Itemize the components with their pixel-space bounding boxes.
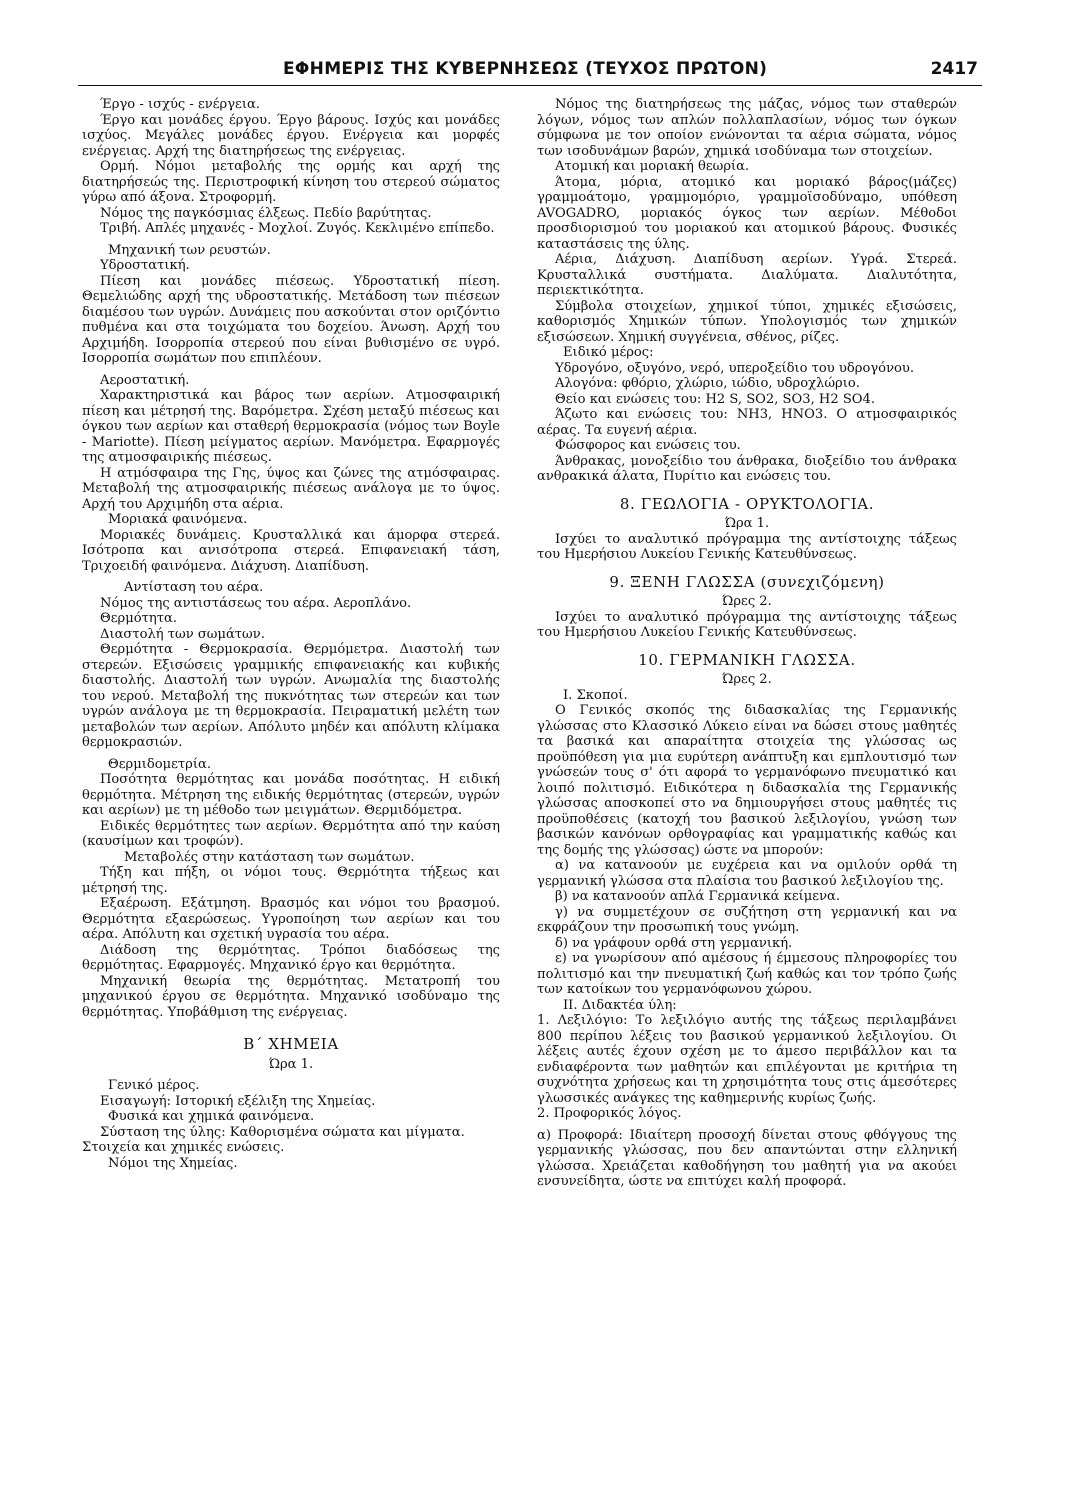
right-column (537, 97, 957, 1190)
subheading: Αντίσταση του αέρα. (124, 580, 264, 595)
paragraph: Μηχανική θεωρία της θερμότητας. Μετατροπή του μηχανικού έργου σε θερμότητα. Μηχανικό ισοδύναμο της θερμότητας. Υποβάθμιση της ενέργειας. (82, 973, 500, 1020)
paragraph: Τήξη και πήξη, οι νόμοι τους. Θερμότητα τήξεως και μέτρησή της. (82, 865, 500, 896)
page-header (78, 55, 982, 86)
paragraph: Θερμότητα - Θερμοκρασία. Θερμόμετρα. Διαστολή των στερεών. Εξισώσεις γραμμικής επιφανειακής και κυβικής διαστολής. Διαστολή των υγρών. Ανωμαλία της διαστολής του νερού. Μεταβολή της πυκνότητας των στερεών και των υγρών ανάλογα με τη θερμοκρασία. Πειραματική μελέτη των μεταβολών των αερίων. Απόλυτο μηδέν και απόλυτη κλίμακα θερμοκρασιών. (82, 642, 500, 750)
paragraph: Σύμβολα στοιχείων, χημικοί τύποι, χημικές εξισώσεις, καθορισμός Χημικών τύπων. Υπολογισμός των χημικών εξισώσεων. Χημική συγγένεια, σθένος, ρίζες. (537, 298, 957, 345)
paragraph: Φυσικά και χημικά φαινόμενα. (108, 1109, 315, 1124)
page-number: 2417 (930, 59, 978, 79)
paragraph: Τριβή. Απλές μηχανές - Μοχλοί. Ζυγός. Κεκλιμένο επίπεδο. (100, 221, 495, 236)
section-heading: 9. ΞΕΝΗ ΓΛΩΣΣΑ (συνεχιζόμενη) (609, 572, 885, 591)
paragraph: Χαρακτηριστικά και βάρος των αερίων. Ατμοσφαιρική πίεση και μέτρησή της. Βαρόμετρα. Σχέση μεταξύ πιέσεως και όγκου των αερίων και σταθερή θερμοκρασία (νόμος των Boyle - Mariotte). Πίεση μείγματος αερίων. Μανόμετρα. Εφαρμογές της ατμοσφαιρικής πιέσεως. (82, 388, 500, 465)
section-heading: Β΄ ΧΗΜΕΙΑ (243, 1035, 339, 1053)
paragraph: Νόμος της διατηρήσεως της μάζας, νόμος των σταθερών λόγων, νόμος των απλών πολλαπλασίων, νόμος των όγκων σύμφωνα με τον οποίον ενώνονται τα αέρια σώματα, νόμος των ισοδυνάμων βαρών, χημικά ισοδύναμα των στοιχείων. (537, 97, 957, 159)
paragraph: Φώσφορος και ενώσεις του. (555, 438, 741, 453)
left-column (82, 97, 500, 1171)
paragraph: Εισαγωγή: Ιστορική εξέλιξη της Χημείας. (100, 1093, 376, 1109)
paragraph: Νόμος της αντιστάσεως του αέρα. Αεροπλάνο. (100, 595, 412, 611)
paragraph: Έργο και μονάδες έργου. Έργο βάρους. Ισχύς και μονάδες ισχύος. Μεγάλες μονάδες έργου. Ενέργεια και μορφές ενέργειας. Αρχή της διατηρήσεως της ενέργειας. (82, 112, 500, 159)
paragraph: Άνθρακας, μονοξείδιο του άνθρακα, διοξείδιο του άνθρακα ανθρακικά άλατα, Πυρίτιο και ενώσεις του. (537, 453, 957, 484)
paragraph: Άτομα, μόρια, ατομικό και μοριακό βάρος(μάζες) γραμμοάτομο, γραμμομόριο, γραμμοϊσοδύναμο, υπόθεση AVOGADRO, μοριακός όγκος των αερίων. Μέθοδοι προσδιορισμού του μοριακού και ατομικού βάρους. Φυσικές καταστάσεις της ύλης. (537, 174, 957, 252)
section-heading: 8. ΓΕΩΛΟΓΙΑ - ΟΡΥΚΤΟΛΟΓΙΑ. (619, 494, 875, 513)
subheading: Ι. Σκοποί. (563, 687, 628, 703)
subheading: Θερμιδομετρία. (108, 756, 211, 772)
subheading: Υδροστατική. (100, 258, 190, 273)
subheading: Γενικό μέρος. (108, 1078, 200, 1093)
paragraph: Νόμοι της Χημείας. (108, 1155, 238, 1171)
paragraph: 1. Λεξιλόγιο: Το λεξιλόγιο αυτής της τάξεως περιλαμβάνει 800 περίπου λέξεις του βασικού γερμανικού λεξιλογίου. Οι λέξεις αυτές έχουν σχέση με το άμεσο περιβάλλον και τα ενδιαφέροντα των μαθητών και επιλέγονται με κριτήρια τη συχνότητα χρήσεως και τη χρησιμότητα τους στις άμεσότερες γλωσσικές ανάγκες της καθημερινής κυρίως ζωής. (537, 1013, 957, 1106)
paragraph: Ο Γενικός σκοπός της διδασκαλίας της Γερμανικής γλώσσας στο Κλασσικό Λύκειο είναι να δώσει στους μαθητές τα βασικά και απαραίτητα στοιχεία της γλώσσας ως προϋπόθεση για μια ευρύτερη ανάπτυξη και εμπλουτισμό των γνώσεών τους σ' ότι αφορά το γερμανόφωνο πνευματικό και λοιπό πολιτισμό. Ειδικότερα η διδασκαλία της Γερμανικής γλώσσας αποσκοπεί στο να δημιουργήσει στους μαθητές τις προϋποθέσεις (κατοχή του βασικού λεξιλογίου, γνώση των βασικών κανόνων ορθογραφίας και γραμματικής καθώς και της δομής της γλώσσας) ώστε να μπορούν: (537, 703, 957, 858)
paragraph: Ορμή. Νόμοι μεταβολής της ορμής και αρχή της διατηρήσεώς της. Περιστροφική κίνηση του στερεού σώματος γύρω από άξονα. Στροφορμή. (82, 159, 500, 205)
paragraph: Αλογόνα: φθόριο, χλώριο, ιώδιο, υδροχλώριο. (555, 376, 860, 391)
paragraph: Ισχύει το αναλυτικό πρόγραμμα της αντίστοιχης τάξεως του Ημερήσιου Λυκείου Γενικής Κατευθύνσεως. (537, 609, 957, 640)
paragraph: Στοιχεία και χημικές ενώσεις. (82, 1140, 285, 1155)
list-item: δ) να γράφουν ορθά στη γερμανική. (555, 935, 793, 951)
paragraph: Διάδοση της θερμότητας. Τρόποι διαδόσεως της θερμότητας. Εφαρμογές. Μηχανικό έργο και θερμότητα. (82, 942, 500, 973)
hours-label: Ώρα 1. (724, 516, 770, 531)
paragraph: Ισχύει το αναλυτικό πρόγραμμα της αντίστοιχης τάξεως του Ημερήσιου Λυκείου Γενικής Κατευθύνσεως. (537, 531, 957, 562)
subheading: Ατομική και μοριακή θεωρία. (555, 159, 750, 174)
paragraph: Μοριακές δυνάμεις. Κρυσταλλικά και άμορφα στερεά. Ισότροπα και ανισότροπα στερεά. Επιφανειακή τάση, Τριχοειδή φαινόμενα. Διάχυση. Διαπίδυση. (82, 527, 500, 574)
paragraph: Πίεση και μονάδες πιέσεως. Υδροστατική πίεση. Θεμελιώδης αρχή της υδροστατικής. Μετάδοση των πιέσεων διαμέσου των υγρών. Δυνάμεις που ασκούνται στον οριζόντιο πυθμένα και στα τοιχώματα του δοχείου. Άνωση. Αρχή του Αρχιμήδη. Ισορροπία στερεού που είναι βυθισμένο σε υγρό. Ισορροπία σωμάτων που επιπλέουν. (82, 273, 500, 366)
hours-label: Ώρες 2. (722, 594, 772, 609)
paragraph: Εξαέρωση. Εξάτμηση. Βρασμός και νόμοι του βρασμού. Θερμότητα εξαερώσεως. Υγροποίηση των αερίων και του αέρα. Απόλυτη και σχετική υγρασία του αέρα. (82, 896, 500, 942)
subheading: Διαστολή των σωμάτων. (100, 626, 265, 642)
subheading: 2. Προφορικός λόγος. (537, 1106, 682, 1121)
subheading: Μεταβολές στην κατάσταση των σωμάτων. (124, 849, 415, 865)
list-item: ε) να γνωρίσουν από αμέσους ή έμμεσους πληροφορίες του πολιτισμό και την πνευματική ζωή καθώς και τον τρόπο ζωής των κατοίκων του γερμανόφωνου χώρου. (537, 951, 957, 997)
list-item: α) να κατανοούν με ευχέρεια και να ομιλούν ορθά τη γερμανική γλώσσα στα πλαίσια του βασικού λεξιλογίου της. (537, 858, 957, 889)
subheading: Μηχανική των ρευστών. (108, 242, 271, 258)
paragraph: Η ατμόσφαιρα της Γης, ύψος και ζώνες της ατμόσφαιρας. Μεταβολή της ατμοσφαιρικής πιέσεως ανάλογα με το ύψος. Αρχή του Αρχιμήδη στα αέρια. (82, 465, 500, 512)
hours-label: Ώρες 2. (722, 672, 772, 687)
paragraph: Θείο και ενώσεις του: H2 S, SO2, SO3, H2 SO4. (555, 391, 876, 407)
paragraph: Νόμος της παγκόσμιας έλξεως. Πεδίο βαρύτητας. (100, 205, 432, 221)
paragraph: Αέρια, Διάχυση. Διαπίδυση αερίων. Υγρά. Στερεά. Κρυσταλλικά συστήματα. Διαλύματα. Διαλυτότητα, περιεκτικότητα. (537, 252, 957, 298)
subheading: Ειδικό μέρος: (563, 345, 654, 360)
subheading: Μοριακά φαινόμενα. (108, 512, 248, 527)
paragraph: Άζωτο και ενώσεις του: NH3, HNO3. Ο ατμοσφαιρικός αέρας. Τα ευγενή αέρια. (537, 407, 957, 438)
section-heading: 10. ΓΕΡΜΑΝΙΚΗ ΓΛΩΣΣΑ. (638, 650, 856, 669)
paragraph: α) Προφορά: Ιδιαίτερη προσοχή δίνεται στους φθόγγους της γερμανικής γλώσσας, που δεν απαντώνται στην ελληνική γλώσσα. Χρειάζεται καθοδήγηση του μαθητή για να ακούει ενσυνείδητα, ώστε να επιτύχει καλή προφορά. (537, 1127, 957, 1189)
paragraph: Έργο - ισχύς - ενέργεια. (100, 97, 260, 112)
hours-label: Ώρα 1. (268, 1056, 314, 1072)
paragraph: Ποσότητα θερμότητας και μονάδα ποσότητας. Η ειδική θερμότητα. Μέτρηση της ειδικής θερμότητας (στερεών, υγρών και αερίων) με τη μέθοδο των μειγμάτων. Θερμιδόμετρα. (82, 772, 500, 818)
subheading: Θερμότητα. (100, 611, 177, 626)
paragraph: Σύσταση της ύλης: Καθορισμένα σώματα και μίγματα. (100, 1124, 465, 1140)
gazette-title: ΕΦΗΜΕΡΙΣ ΤΗΣ ΚΥΒΕΡΝΗΣΕΩΣ (ΤΕΥΧΟΣ ΠΡΩΤΟΝ) (283, 59, 768, 79)
subheading: ΙΙ. Διδακτέα ύλη: (563, 997, 677, 1013)
list-item: γ) να συμμετέχουν σε συζήτηση στη γερμανική και να εκφράζουν την προσωπική τους γνώμη. (537, 904, 957, 935)
paragraph: Ειδικές θερμότητες των αερίων. Θερμότητα από την καύση (καυσίμων και τροφών). (82, 818, 500, 849)
list-item: β) να κατανοούν απλά Γερμανικά κείμενα. (555, 889, 841, 904)
paragraph: Υδρογόνο, οξυγόνο, νερό, υπεροξείδιο του υδρογόνου. (555, 360, 915, 376)
subheading: Αεροστατική. (100, 372, 190, 388)
